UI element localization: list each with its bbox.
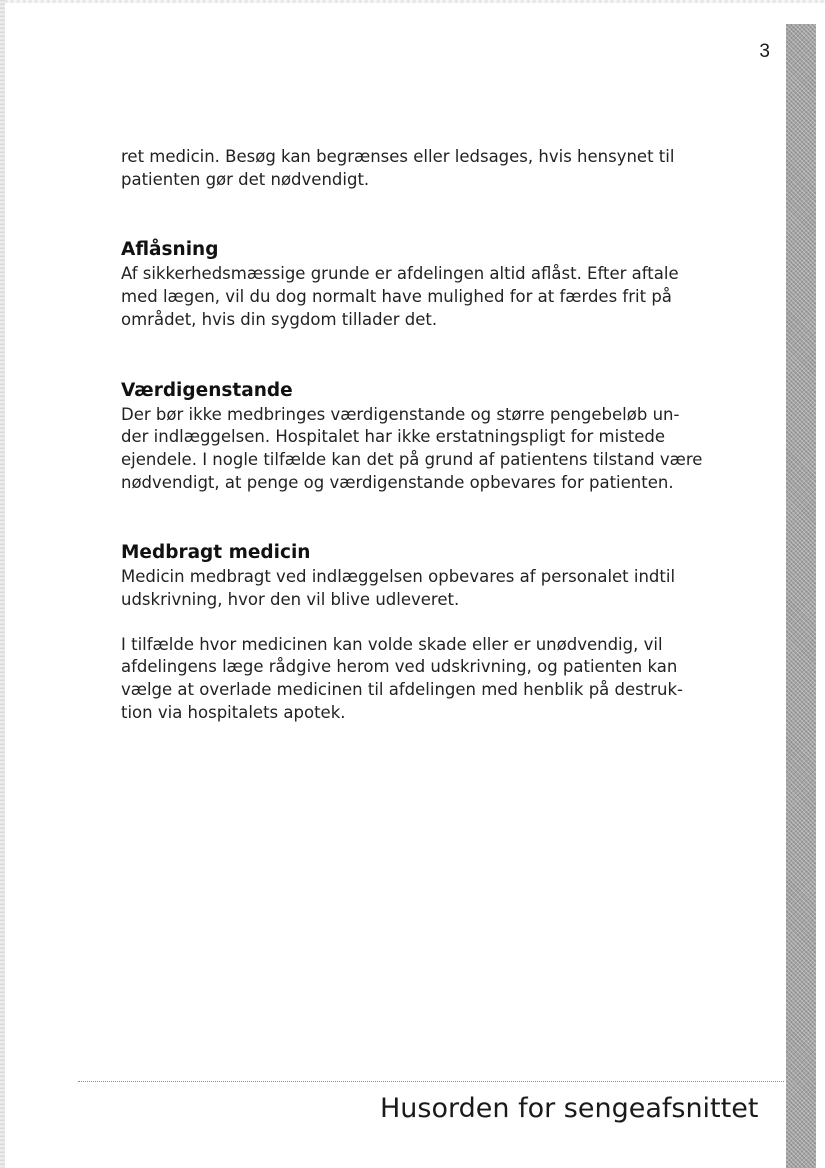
side-color-band bbox=[786, 24, 816, 1168]
text-line: patienten gør det nødvendigt. bbox=[121, 169, 370, 189]
page-number: 3 bbox=[759, 41, 770, 62]
text-line: Der bør ikke medbringes værdigenstande og større pengebeløb un- bbox=[121, 404, 680, 424]
text-line: tion via hospitalets apotek. bbox=[121, 702, 346, 722]
text-line: området, hvis din sygdom tillader det. bbox=[121, 309, 438, 329]
text-line: Af sikkerhedsmæssige grunde er afdelingen altid aflåst. Efter aftale bbox=[121, 264, 679, 284]
page-body bbox=[121, 146, 736, 725]
section-vaerdigenstande bbox=[121, 378, 736, 495]
text-line: vælge at overlade medicinen til afdelingen med henblik på destruk- bbox=[121, 680, 683, 700]
section-heading: Medbragt medicin bbox=[121, 542, 311, 564]
footer-divider bbox=[78, 1081, 784, 1082]
text-line: ret medicin. Besøg kan begrænses eller ledsages, hvis hensynet til bbox=[121, 147, 675, 166]
paragraph bbox=[121, 634, 736, 725]
section-aflaasning bbox=[121, 237, 736, 331]
text-line: udskrivning, hvor den vil blive udleveret. bbox=[121, 590, 460, 610]
text-line: I tilfælde hvor medicinen kan volde skade eller er unødvendig, vil bbox=[121, 634, 663, 654]
text-line: der indlæggelsen. Hospitalet har ikke erstatningspligt for mistede bbox=[121, 427, 666, 447]
footer-title: Husorden for sengeafsnittet bbox=[380, 1093, 759, 1124]
intro-paragraph bbox=[121, 146, 736, 191]
scan-left-edge bbox=[0, 0, 5, 1168]
text-line: nødvendigt, at penge og værdigenstande opbevares for patienten. bbox=[121, 472, 674, 492]
text-line: ejendele. I nogle tilfælde kan det på grund af patientens tilstand være bbox=[121, 449, 703, 469]
section-medbragt-medicin bbox=[121, 540, 736, 724]
section-heading: Værdigenstande bbox=[121, 379, 293, 401]
scan-top-edge bbox=[0, 0, 825, 3]
text-line: afdelingens læge rådgive herom ved udskrivning, og patienten kan bbox=[121, 657, 678, 677]
text-line: med lægen, vil du dog normalt have mulighed for at færdes frit på bbox=[121, 287, 672, 307]
section-heading: Aflåsning bbox=[121, 239, 219, 261]
text-line: Medicin medbragt ved indlæggelsen opbevares af personalet indtil bbox=[121, 567, 676, 587]
